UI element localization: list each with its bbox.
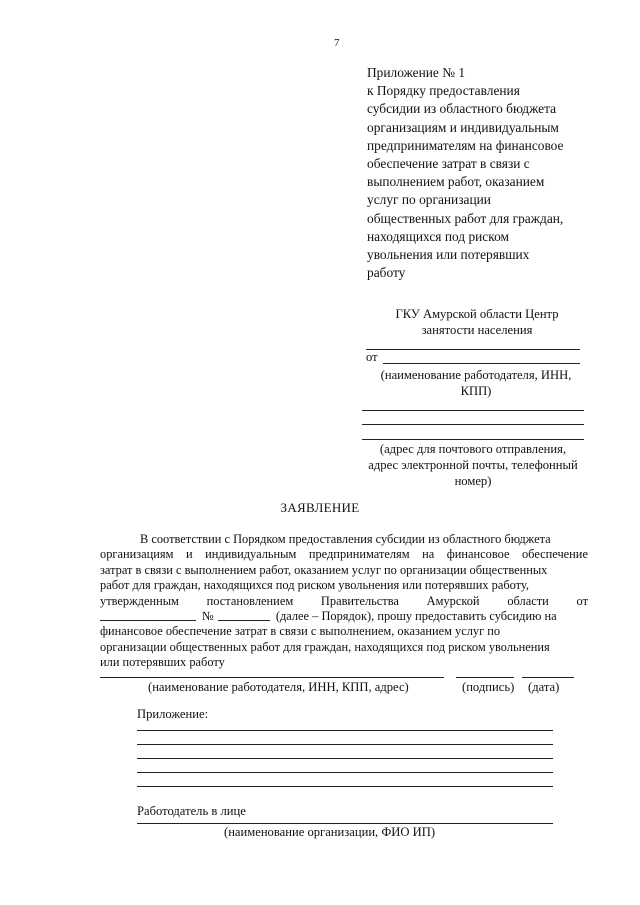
date-line[interactable] (522, 677, 574, 678)
attachment-line[interactable] (137, 786, 553, 787)
body-word: постановлением (206, 593, 294, 608)
address-caption (358, 441, 588, 489)
caption-line: адрес электронной почты, телефонный (368, 458, 578, 472)
decree-date-blank[interactable] (100, 609, 196, 621)
body-text: организации общественных работ для граждан, находящихся под риском увольнения (100, 639, 550, 654)
body-word: обеспечение (521, 547, 588, 562)
body-word: организациям (100, 547, 174, 562)
employer-caption (366, 367, 586, 399)
signature-line[interactable] (456, 677, 514, 678)
applicant-name-line[interactable] (100, 677, 444, 678)
body-line (100, 594, 588, 609)
caption-line: (адрес для почтового отправления, (379, 442, 567, 456)
appendix-line: к Порядку предоставления (367, 83, 520, 99)
body-line (100, 563, 588, 578)
decree-number-blank[interactable] (218, 609, 270, 621)
appendix-line: услуг по организации (367, 192, 491, 208)
blank-line (366, 349, 580, 350)
attachment-line[interactable] (137, 730, 553, 731)
body-line (100, 655, 588, 670)
appendix-line: обеспечение затрат в связи с (367, 156, 530, 172)
from-label: от (366, 350, 378, 364)
attachment-line[interactable] (137, 772, 553, 773)
body-word: и (185, 547, 193, 562)
appendix-line: находящихся под риском (367, 228, 509, 244)
body-text: затрат в связи с выполнением работ, оказанием услуг по организации общественных (100, 562, 548, 577)
attachment-line[interactable] (137, 744, 553, 745)
address-line[interactable] (362, 439, 584, 440)
address-line[interactable] (362, 424, 584, 425)
appendix-line: работу (367, 265, 406, 281)
recipient-line: ГКУ Амурской области Центр (395, 307, 559, 321)
body-line (100, 624, 588, 639)
appendix-line: Приложение № 1 (367, 65, 466, 80)
body-word: Правительства (320, 593, 399, 608)
employer-person-label: Работодатель в лице (137, 804, 246, 818)
appendix-line: предпринимателям на финансовое (367, 137, 564, 153)
body-line (100, 532, 588, 547)
caption-line: КПП) (460, 384, 492, 398)
body-word: на (422, 547, 435, 562)
caption-line: номер) (454, 474, 492, 488)
number-sign: № (202, 609, 214, 624)
appendix-line: общественных работ для граждан, (367, 210, 564, 226)
recipient-block (372, 306, 582, 338)
appendix-line: выполнением работ, оказанием (367, 174, 545, 190)
body-line (100, 547, 588, 562)
body-line (100, 578, 588, 593)
appendix-header (367, 64, 607, 282)
date-caption: (дата) (528, 680, 560, 694)
body-word: утвержденным (100, 593, 179, 608)
caption-line: (наименование работодателя, ИНН, (380, 368, 572, 382)
body-line (100, 609, 588, 624)
body-word: индивидуальным (205, 547, 297, 562)
body-text: финансовое обеспечение затрат в связи с выполнением, оказанием услуг по (100, 624, 501, 639)
signature-caption: (подпись) (462, 680, 515, 694)
organization-line[interactable] (137, 823, 553, 824)
body-text: или потерявших работу (100, 655, 225, 670)
body-text: работ для граждан, находящихся под риском увольнения или потерявших работу, (100, 578, 529, 593)
body-word: Амурской (426, 593, 480, 608)
body-word: финансовое (446, 547, 510, 562)
attachment-line[interactable] (137, 758, 553, 759)
attachment-label: Приложение: (137, 707, 209, 721)
name-caption: (наименование работодателя, ИНН, КПП, адрес) (148, 680, 409, 694)
body-word: от (576, 593, 588, 608)
body-line (100, 640, 588, 655)
address-line[interactable] (362, 410, 584, 411)
body-word: предпринимателям (308, 547, 410, 562)
body-word: области (507, 593, 549, 608)
body-text: (далее – Порядок), прошу предоставить субсидию на (275, 609, 557, 624)
appendix-line: организациям и индивидуальным (367, 119, 559, 135)
appendix-line: субсидии из областного бюджета (367, 101, 557, 117)
organization-caption: (наименование организации, ФИО ИП) (224, 825, 436, 839)
appendix-line: увольнения или потерявших (367, 247, 530, 263)
recipient-line: занятости населения (421, 323, 533, 337)
page-number: 7 (334, 37, 340, 49)
statement-body (100, 532, 588, 671)
employer-name-line[interactable] (383, 363, 580, 364)
body-text: В соответствии с Порядком предоставления субсидии из областного бюджета (140, 532, 551, 546)
document-title: ЗАЯВЛЕНИЕ (280, 500, 360, 515)
